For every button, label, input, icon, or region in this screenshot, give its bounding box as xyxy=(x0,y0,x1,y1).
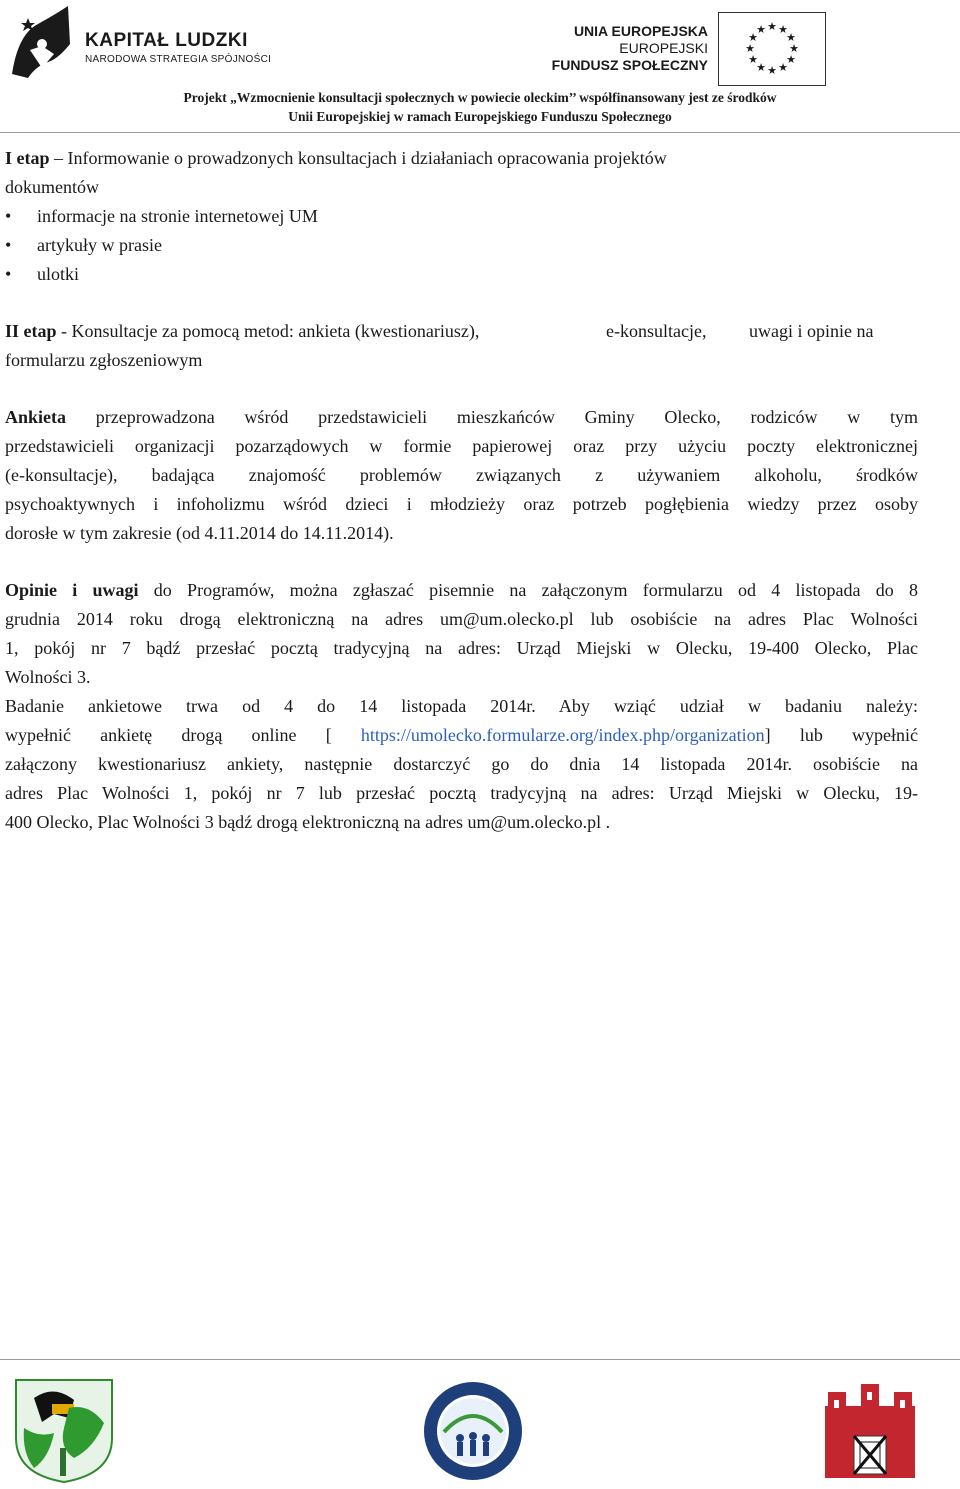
stage1-heading xyxy=(5,147,667,169)
study-line-5: 400 Olecko, Plac Wolności 3 bądź drogą elektroniczną na adres um@um.olecko.pl . xyxy=(5,812,611,832)
kl-subtitle: NARODOWA STRATEGIA SPÓJNOŚCI xyxy=(85,54,272,65)
ue-line1: UNIA EUROPEJSKA xyxy=(573,23,708,39)
opinions-label: Opinie i uwagi xyxy=(5,580,139,600)
stage1-bullet-1: informacje na stronie internetowej UM xyxy=(37,206,318,226)
opinions-line-1 xyxy=(5,579,918,601)
svg-text:★: ★ xyxy=(786,53,796,66)
opinions-text: do Programów, można zgłaszać pisemnie na załączonym formularzu od 4 listopada do 8 xyxy=(138,580,919,600)
survey-line-2: przedstawicieli organizacji pozarządowych w formie papierowej oraz przy użyciu poczty elektronicznej xyxy=(5,436,918,456)
people-circle-emblem-icon xyxy=(422,1380,524,1482)
survey-line-4: psychoaktywnych i infoholizmu wśród dzieci i młodzieży oraz potrzeb pogłębienia wiedzy przez osoby xyxy=(5,494,918,514)
survey-text: przeprowadzona wśród przedstawicieli mieszkańców Gminy Olecko, rodziców w tym xyxy=(66,407,918,427)
study-line-1: Badanie ankietowe trwa od 4 do 14 listopada 2014r. Aby wziąć udział w badaniu należy: xyxy=(5,696,918,716)
ue-line2: EUROPEJSKI xyxy=(619,40,708,56)
opinions-line-2: grudnia 2014 roku drogą elektroniczną na adres um@um.olecko.pl lub osobiście na adres Plac Wolności xyxy=(5,609,918,629)
study-line-2b: ] lub wypełnić xyxy=(764,725,918,745)
survey-line-5: dorosłe w tym zakresie (od 4.11.2014 do 14.11.2014). xyxy=(5,523,394,543)
stage2-text-a: - Konsultacje za pomocą metod: ankieta (kwestionariusz), xyxy=(56,321,480,341)
project-line-2: Unii Europejskiej w ramach Europejskiego Funduszu Społecznego xyxy=(288,109,672,124)
svg-text:★: ★ xyxy=(778,61,788,74)
study-line-2a: wypełnić ankietę drogą online [ xyxy=(5,725,361,745)
ue-line3: FUNDUSZ SPOŁECZNY xyxy=(551,57,708,73)
svg-text:★: ★ xyxy=(748,53,758,66)
svg-text:★: ★ xyxy=(745,42,755,55)
stage2-heading xyxy=(5,320,479,342)
svg-text:★: ★ xyxy=(786,31,796,44)
bullet-icon: • xyxy=(5,235,12,255)
bullet-icon: • xyxy=(5,264,12,284)
svg-text:★: ★ xyxy=(789,42,799,55)
ue-text xyxy=(548,23,708,73)
stage2-text-c: uwagi i opinie na xyxy=(749,321,874,341)
stage1-line2: dokumentów xyxy=(5,177,99,197)
study-line-3: załączony kwestionariusz ankiety, następnie dostarczyć go do dnia 14 listopada 2014r. osobiście na xyxy=(5,754,918,774)
eu-flag xyxy=(718,12,826,86)
kapital-ludzki-emblem-icon xyxy=(8,4,78,84)
survey-line-3: (e-konsultacje), badająca znajomość problemów związanych z używaniem alkoholu, środków xyxy=(5,465,918,485)
eagle-tree-crest-icon xyxy=(14,1378,114,1484)
survey-label: Ankieta xyxy=(5,407,67,427)
survey-link[interactable]: https://umolecko.formularze.org/index.php/organization xyxy=(360,725,765,745)
footer-divider xyxy=(0,1359,960,1360)
study-line-2 xyxy=(5,724,918,746)
stage1-bullet-2: artykuły w prasie xyxy=(37,235,162,255)
header-divider xyxy=(0,132,960,133)
bullet-icon: • xyxy=(5,206,12,226)
svg-text:★: ★ xyxy=(767,20,777,33)
opinions-line-4: Wolności 3. xyxy=(5,667,91,687)
stage1-label: I etap xyxy=(5,148,50,168)
kl-title: KAPITAŁ LUDZKI xyxy=(85,30,248,51)
castle-crest-icon xyxy=(820,1382,920,1484)
svg-text:★: ★ xyxy=(778,23,788,36)
svg-text:★: ★ xyxy=(767,64,777,77)
stage1-bullet-3: ulotki xyxy=(37,264,80,284)
project-line-1: Projekt „Wzmocnienie konsultacji społecznych w powiecie oleckim’’ współfinansowany jest ze środków xyxy=(183,90,777,105)
county-coat-of-arms xyxy=(14,1378,114,1484)
svg-text:★: ★ xyxy=(756,61,766,74)
svg-text:★: ★ xyxy=(748,31,758,44)
stage1-text: – Informowanie o prowadzonych konsultacjach i działaniach opracowania projektów xyxy=(49,148,667,168)
study-line-4: adres Plac Wolności 1, pokój nr 7 lub przesłać pocztą tradycyjną na adres: Urząd Miejski w Olecku, 19- xyxy=(5,783,918,803)
eu-stars-icon xyxy=(719,13,825,85)
opinions-line-3: 1, pokój nr 7 bądź przesłać pocztą tradycyjną na adres: Urząd Miejski w Olecku, 19-400 Olecko, Plac xyxy=(5,638,918,658)
stage2-label: II etap xyxy=(5,321,57,341)
partnership-logo xyxy=(422,1380,524,1482)
stage2-line2: formularzu zgłoszeniowym xyxy=(5,350,203,370)
svg-text:★: ★ xyxy=(756,23,766,36)
stage2-text-b: e-konsultacje, xyxy=(606,321,707,341)
city-coat-of-arms xyxy=(820,1382,920,1484)
survey-line-1 xyxy=(5,406,918,428)
kapital-ludzki-logo xyxy=(8,4,78,84)
